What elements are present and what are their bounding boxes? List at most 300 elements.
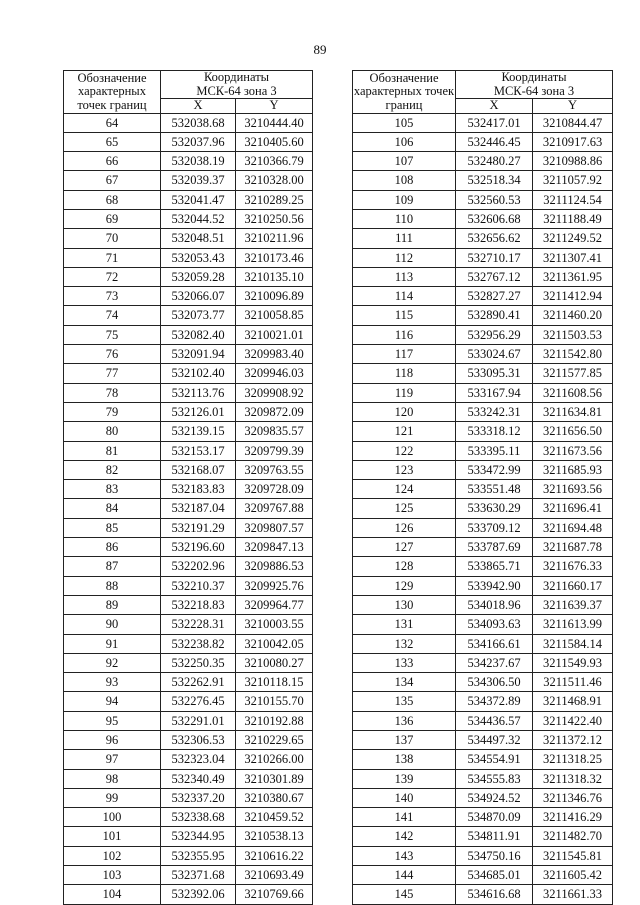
- x-value: 532187.04: [161, 499, 236, 518]
- coordinate-system: МСК-64 зона 3: [196, 83, 277, 98]
- table-row: [353, 827, 613, 846]
- table-row: [353, 750, 613, 769]
- x-value: 533709.12: [456, 518, 533, 537]
- table-row: [353, 248, 613, 267]
- table-row: [353, 615, 613, 634]
- point-number: 83: [64, 480, 161, 499]
- point-number: 124: [353, 480, 456, 499]
- y-value: 3211416.29: [533, 808, 613, 827]
- table-row: [353, 711, 613, 730]
- table-row: [353, 595, 613, 614]
- x-value: 534306.50: [456, 673, 533, 692]
- x-value: 534870.09: [456, 808, 533, 827]
- y-value: 3209908.92: [236, 383, 313, 402]
- table-row: [353, 499, 613, 518]
- point-number: 65: [64, 132, 161, 151]
- point-number: 93: [64, 673, 161, 692]
- x-value: 532048.51: [161, 229, 236, 248]
- table-row: [353, 885, 613, 904]
- x-value: 532082.40: [161, 325, 236, 344]
- y-value: 3211318.32: [533, 769, 613, 788]
- x-value: 532417.01: [456, 113, 533, 132]
- y-value: 3210135.10: [236, 267, 313, 286]
- x-value: 534018.96: [456, 595, 533, 614]
- x-value: 533865.71: [456, 557, 533, 576]
- point-number: 108: [353, 171, 456, 190]
- point-number: 109: [353, 190, 456, 209]
- x-value: 534685.01: [456, 866, 533, 885]
- x-value: 532392.06: [161, 885, 236, 904]
- point-number: 140: [353, 788, 456, 807]
- y-value: 3210538.13: [236, 827, 313, 846]
- y-value: 3210459.52: [236, 808, 313, 827]
- x-value: 532480.27: [456, 152, 533, 171]
- point-number: 135: [353, 692, 456, 711]
- point-number: 127: [353, 538, 456, 557]
- point-number: 87: [64, 557, 161, 576]
- point-number: 78: [64, 383, 161, 402]
- x-value: 532202.96: [161, 557, 236, 576]
- y-value: 3209767.88: [236, 499, 313, 518]
- x-value: 533787.69: [456, 538, 533, 557]
- x-value: 533318.12: [456, 422, 533, 441]
- y-value: 3210042.05: [236, 634, 313, 653]
- table-row: [64, 634, 313, 653]
- point-number: 129: [353, 576, 456, 595]
- y-value: 3210366.79: [236, 152, 313, 171]
- y-value: 3211188.49: [533, 209, 613, 228]
- x-value: 532210.37: [161, 576, 236, 595]
- x-value: 532827.27: [456, 287, 533, 306]
- y-value: 3210080.27: [236, 653, 313, 672]
- point-number: 74: [64, 306, 161, 325]
- table-row: [64, 576, 313, 595]
- x-value: 532250.35: [161, 653, 236, 672]
- table-row: [353, 132, 613, 151]
- point-number: 132: [353, 634, 456, 653]
- y-value: 3211460.20: [533, 306, 613, 325]
- point-number: 89: [64, 595, 161, 614]
- x-value: 532039.37: [161, 171, 236, 190]
- point-number: 113: [353, 267, 456, 286]
- y-value: 3209763.55: [236, 460, 313, 479]
- point-number: 85: [64, 518, 161, 537]
- x-value: 534750.16: [456, 846, 533, 865]
- table-row: [64, 460, 313, 479]
- table-row: [64, 827, 313, 846]
- point-number: 103: [64, 866, 161, 885]
- x-value: 532710.17: [456, 248, 533, 267]
- y-value: 3211584.14: [533, 634, 613, 653]
- y-header: Y: [236, 99, 313, 114]
- x-value: 532767.12: [456, 267, 533, 286]
- x-value: 532956.29: [456, 325, 533, 344]
- point-number: 142: [353, 827, 456, 846]
- x-value: 533551.48: [456, 480, 533, 499]
- point-number: 122: [353, 441, 456, 460]
- table-row: [353, 692, 613, 711]
- table-row: [64, 190, 313, 209]
- table-row: [353, 788, 613, 807]
- point-number: 81: [64, 441, 161, 460]
- table-row: [64, 113, 313, 132]
- point-number: 123: [353, 460, 456, 479]
- x-value: 532446.45: [456, 132, 533, 151]
- table-row: [64, 518, 313, 537]
- y-value: 3209728.09: [236, 480, 313, 499]
- x-value: 532323.04: [161, 750, 236, 769]
- point-number: 67: [64, 171, 161, 190]
- table-row: [353, 538, 613, 557]
- x-value: 534924.52: [456, 788, 533, 807]
- point-number: 141: [353, 808, 456, 827]
- point-number: 128: [353, 557, 456, 576]
- y-value: 3210380.67: [236, 788, 313, 807]
- point-number: 107: [353, 152, 456, 171]
- y-value: 3211613.99: [533, 615, 613, 634]
- table-row: [64, 306, 313, 325]
- y-value: 3211482.70: [533, 827, 613, 846]
- point-number: 131: [353, 615, 456, 634]
- table-row: [353, 769, 613, 788]
- x-value: 532091.94: [161, 345, 236, 364]
- y-value: 3211511.46: [533, 673, 613, 692]
- y-value: 3211422.40: [533, 711, 613, 730]
- x-value: 532371.68: [161, 866, 236, 885]
- coordinates-body-left: [64, 113, 313, 904]
- table-row: [64, 673, 313, 692]
- y-value: 3210266.00: [236, 750, 313, 769]
- point-number: 119: [353, 383, 456, 402]
- x-value: 532168.07: [161, 460, 236, 479]
- y-value: 3211545.81: [533, 846, 613, 865]
- point-number: 75: [64, 325, 161, 344]
- table-row: [353, 402, 613, 421]
- table-row: [64, 595, 313, 614]
- table-row: [353, 673, 613, 692]
- y-value: 3210988.86: [533, 152, 613, 171]
- y-value: 3209964.77: [236, 595, 313, 614]
- table-row: [64, 132, 313, 151]
- y-value: 3210192.88: [236, 711, 313, 730]
- point-number: 117: [353, 345, 456, 364]
- table-row: [64, 422, 313, 441]
- point-number: 116: [353, 325, 456, 344]
- y-value: 3210118.15: [236, 673, 313, 692]
- point-number: 98: [64, 769, 161, 788]
- table-row: [64, 402, 313, 421]
- point-number: 64: [64, 113, 161, 132]
- table-row: [64, 711, 313, 730]
- table-row: [353, 846, 613, 865]
- y-value: 3211577.85: [533, 364, 613, 383]
- point-number: 90: [64, 615, 161, 634]
- x-value: 534436.57: [456, 711, 533, 730]
- point-number: 106: [353, 132, 456, 151]
- x-value: 532355.95: [161, 846, 236, 865]
- y-value: 3211685.93: [533, 460, 613, 479]
- x-value: 532340.49: [161, 769, 236, 788]
- y-value: 3211468.91: [533, 692, 613, 711]
- table-row: [353, 209, 613, 228]
- x-value: 532044.52: [161, 209, 236, 228]
- x-value: 533024.67: [456, 345, 533, 364]
- x-value: 532291.01: [161, 711, 236, 730]
- x-value: 532183.83: [161, 480, 236, 499]
- table-row: [64, 692, 313, 711]
- table-row: [353, 325, 613, 344]
- table-row: [64, 731, 313, 750]
- point-number: 105: [353, 113, 456, 132]
- table-row: [353, 287, 613, 306]
- point-number: 71: [64, 248, 161, 267]
- y-value: 3211346.76: [533, 788, 613, 807]
- coordinates-table-left: [63, 70, 313, 905]
- table-row: [64, 788, 313, 807]
- table-row: [64, 383, 313, 402]
- y-value: 3209925.76: [236, 576, 313, 595]
- table-row: [64, 750, 313, 769]
- y-value: 3210155.70: [236, 692, 313, 711]
- x-value: 532890.41: [456, 306, 533, 325]
- table-row: [64, 866, 313, 885]
- x-header: X: [456, 99, 533, 114]
- table-row: [353, 460, 613, 479]
- point-number: 115: [353, 306, 456, 325]
- x-value: 532126.01: [161, 402, 236, 421]
- x-value: 532518.34: [456, 171, 533, 190]
- table-row: [353, 422, 613, 441]
- table-row: [64, 325, 313, 344]
- table-row: [64, 441, 313, 460]
- point-number: 86: [64, 538, 161, 557]
- y-value: 3210250.56: [236, 209, 313, 228]
- y-value: 3211605.42: [533, 866, 613, 885]
- coordinates-header: [161, 71, 313, 99]
- point-number: 101: [64, 827, 161, 846]
- x-value: 534616.68: [456, 885, 533, 904]
- y-value: 3210444.40: [236, 113, 313, 132]
- x-value: 532276.45: [161, 692, 236, 711]
- point-number: 102: [64, 846, 161, 865]
- y-value: 3209847.13: [236, 538, 313, 557]
- table-row: [64, 229, 313, 248]
- y-value: 3210096.89: [236, 287, 313, 306]
- point-number: 104: [64, 885, 161, 904]
- table-row: [64, 846, 313, 865]
- x-value: 534811.91: [456, 827, 533, 846]
- point-number: 136: [353, 711, 456, 730]
- y-value: 3210405.60: [236, 132, 313, 151]
- table-row: [353, 306, 613, 325]
- y-value: 3211361.95: [533, 267, 613, 286]
- x-value: 532560.53: [456, 190, 533, 209]
- point-number: 126: [353, 518, 456, 537]
- table-row: [353, 557, 613, 576]
- table-row: [64, 267, 313, 286]
- y-value: 3211412.94: [533, 287, 613, 306]
- y-value: 3210058.85: [236, 306, 313, 325]
- table-row: [353, 383, 613, 402]
- point-number: 79: [64, 402, 161, 421]
- y-value: 3211318.25: [533, 750, 613, 769]
- y-value: 3210301.89: [236, 769, 313, 788]
- coordinates-header: [456, 71, 613, 99]
- table-row: [353, 152, 613, 171]
- table-row: [353, 345, 613, 364]
- table-row: [64, 345, 313, 364]
- x-value: 532153.17: [161, 441, 236, 460]
- table-row: [64, 171, 313, 190]
- y-value: 3209807.57: [236, 518, 313, 537]
- table-row: [353, 576, 613, 595]
- y-value: 3211634.81: [533, 402, 613, 421]
- table-row: [64, 480, 313, 499]
- x-value: 532113.76: [161, 383, 236, 402]
- y-value: 3211660.17: [533, 576, 613, 595]
- x-value: 532337.20: [161, 788, 236, 807]
- table-row: [353, 113, 613, 132]
- table-row: [353, 441, 613, 460]
- x-value: 534554.91: [456, 750, 533, 769]
- x-value: 532196.60: [161, 538, 236, 557]
- point-number: 111: [353, 229, 456, 248]
- point-number: 91: [64, 634, 161, 653]
- table-row: [64, 808, 313, 827]
- point-number: 95: [64, 711, 161, 730]
- coordinates-title: Координаты: [501, 70, 567, 84]
- y-value: 3211673.56: [533, 441, 613, 460]
- point-number: 99: [64, 788, 161, 807]
- y-value: 3211676.33: [533, 557, 613, 576]
- x-value: 532037.96: [161, 132, 236, 151]
- x-value: 532053.43: [161, 248, 236, 267]
- y-value: 3211661.33: [533, 885, 613, 904]
- coordinates-table-right: [352, 70, 613, 905]
- x-value: 532238.82: [161, 634, 236, 653]
- x-value: 532102.40: [161, 364, 236, 383]
- y-value: 3211057.92: [533, 171, 613, 190]
- y-value: 3210003.55: [236, 615, 313, 634]
- table-row: [64, 885, 313, 904]
- x-value: 534497.32: [456, 731, 533, 750]
- table-row: [64, 209, 313, 228]
- point-number: 120: [353, 402, 456, 421]
- x-value: 534237.67: [456, 653, 533, 672]
- x-value: 532191.29: [161, 518, 236, 537]
- y-value: 3211542.80: [533, 345, 613, 364]
- y-value: 3211249.52: [533, 229, 613, 248]
- x-value: 534372.89: [456, 692, 533, 711]
- designation-header: Обозначение характерных точек границ: [64, 71, 161, 114]
- y-value: 3211608.56: [533, 383, 613, 402]
- table-row: [353, 653, 613, 672]
- y-value: 3211687.78: [533, 538, 613, 557]
- point-number: 121: [353, 422, 456, 441]
- x-value: 533472.99: [456, 460, 533, 479]
- y-value: 3209835.57: [236, 422, 313, 441]
- point-number: 139: [353, 769, 456, 788]
- x-value: 534166.61: [456, 634, 533, 653]
- point-number: 69: [64, 209, 161, 228]
- point-number: 133: [353, 653, 456, 672]
- x-value: 534093.63: [456, 615, 533, 634]
- y-value: 3210769.66: [236, 885, 313, 904]
- point-number: 96: [64, 731, 161, 750]
- point-number: 100: [64, 808, 161, 827]
- point-number: 110: [353, 209, 456, 228]
- point-number: 88: [64, 576, 161, 595]
- y-value: 3211694.48: [533, 518, 613, 537]
- x-value: 532066.07: [161, 287, 236, 306]
- x-value: 533167.94: [456, 383, 533, 402]
- x-value: 532038.19: [161, 152, 236, 171]
- y-value: 3211124.54: [533, 190, 613, 209]
- y-value: 3209983.40: [236, 345, 313, 364]
- table-row: [64, 287, 313, 306]
- table-row: [64, 557, 313, 576]
- y-value: 3210844.47: [533, 113, 613, 132]
- point-number: 138: [353, 750, 456, 769]
- point-number: 66: [64, 152, 161, 171]
- table-row: [64, 615, 313, 634]
- y-value: 3209799.39: [236, 441, 313, 460]
- y-value: 3210917.63: [533, 132, 613, 151]
- point-number: 72: [64, 267, 161, 286]
- table-row: [64, 152, 313, 171]
- point-number: 68: [64, 190, 161, 209]
- y-value: 3210021.01: [236, 325, 313, 344]
- y-value: 3211307.41: [533, 248, 613, 267]
- y-value: 3210289.25: [236, 190, 313, 209]
- table-row: [353, 518, 613, 537]
- x-value: 532262.91: [161, 673, 236, 692]
- table-row: [64, 499, 313, 518]
- x-value: 534555.83: [456, 769, 533, 788]
- point-number: 143: [353, 846, 456, 865]
- point-number: 125: [353, 499, 456, 518]
- x-value: 533942.90: [456, 576, 533, 595]
- point-number: 92: [64, 653, 161, 672]
- table-row: [353, 480, 613, 499]
- y-value: 3209872.09: [236, 402, 313, 421]
- x-value: 532228.31: [161, 615, 236, 634]
- table-row: [353, 229, 613, 248]
- table-row: [64, 364, 313, 383]
- y-value: 3210211.96: [236, 229, 313, 248]
- table-row: [64, 538, 313, 557]
- y-value: 3210229.65: [236, 731, 313, 750]
- point-number: 145: [353, 885, 456, 904]
- y-value: 3211639.37: [533, 595, 613, 614]
- y-value: 3210173.46: [236, 248, 313, 267]
- y-value: 3211693.56: [533, 480, 613, 499]
- point-number: 134: [353, 673, 456, 692]
- point-number: 77: [64, 364, 161, 383]
- y-value: 3210328.00: [236, 171, 313, 190]
- point-number: 118: [353, 364, 456, 383]
- x-value: 532038.68: [161, 113, 236, 132]
- point-number: 94: [64, 692, 161, 711]
- table-row: [353, 267, 613, 286]
- x-value: 533095.31: [456, 364, 533, 383]
- y-value: 3211372.12: [533, 731, 613, 750]
- y-value: 3211656.50: [533, 422, 613, 441]
- point-number: 84: [64, 499, 161, 518]
- designation-header: Обозначение характерных точек границ: [353, 70, 455, 112]
- table-row: [64, 769, 313, 788]
- point-number: 130: [353, 595, 456, 614]
